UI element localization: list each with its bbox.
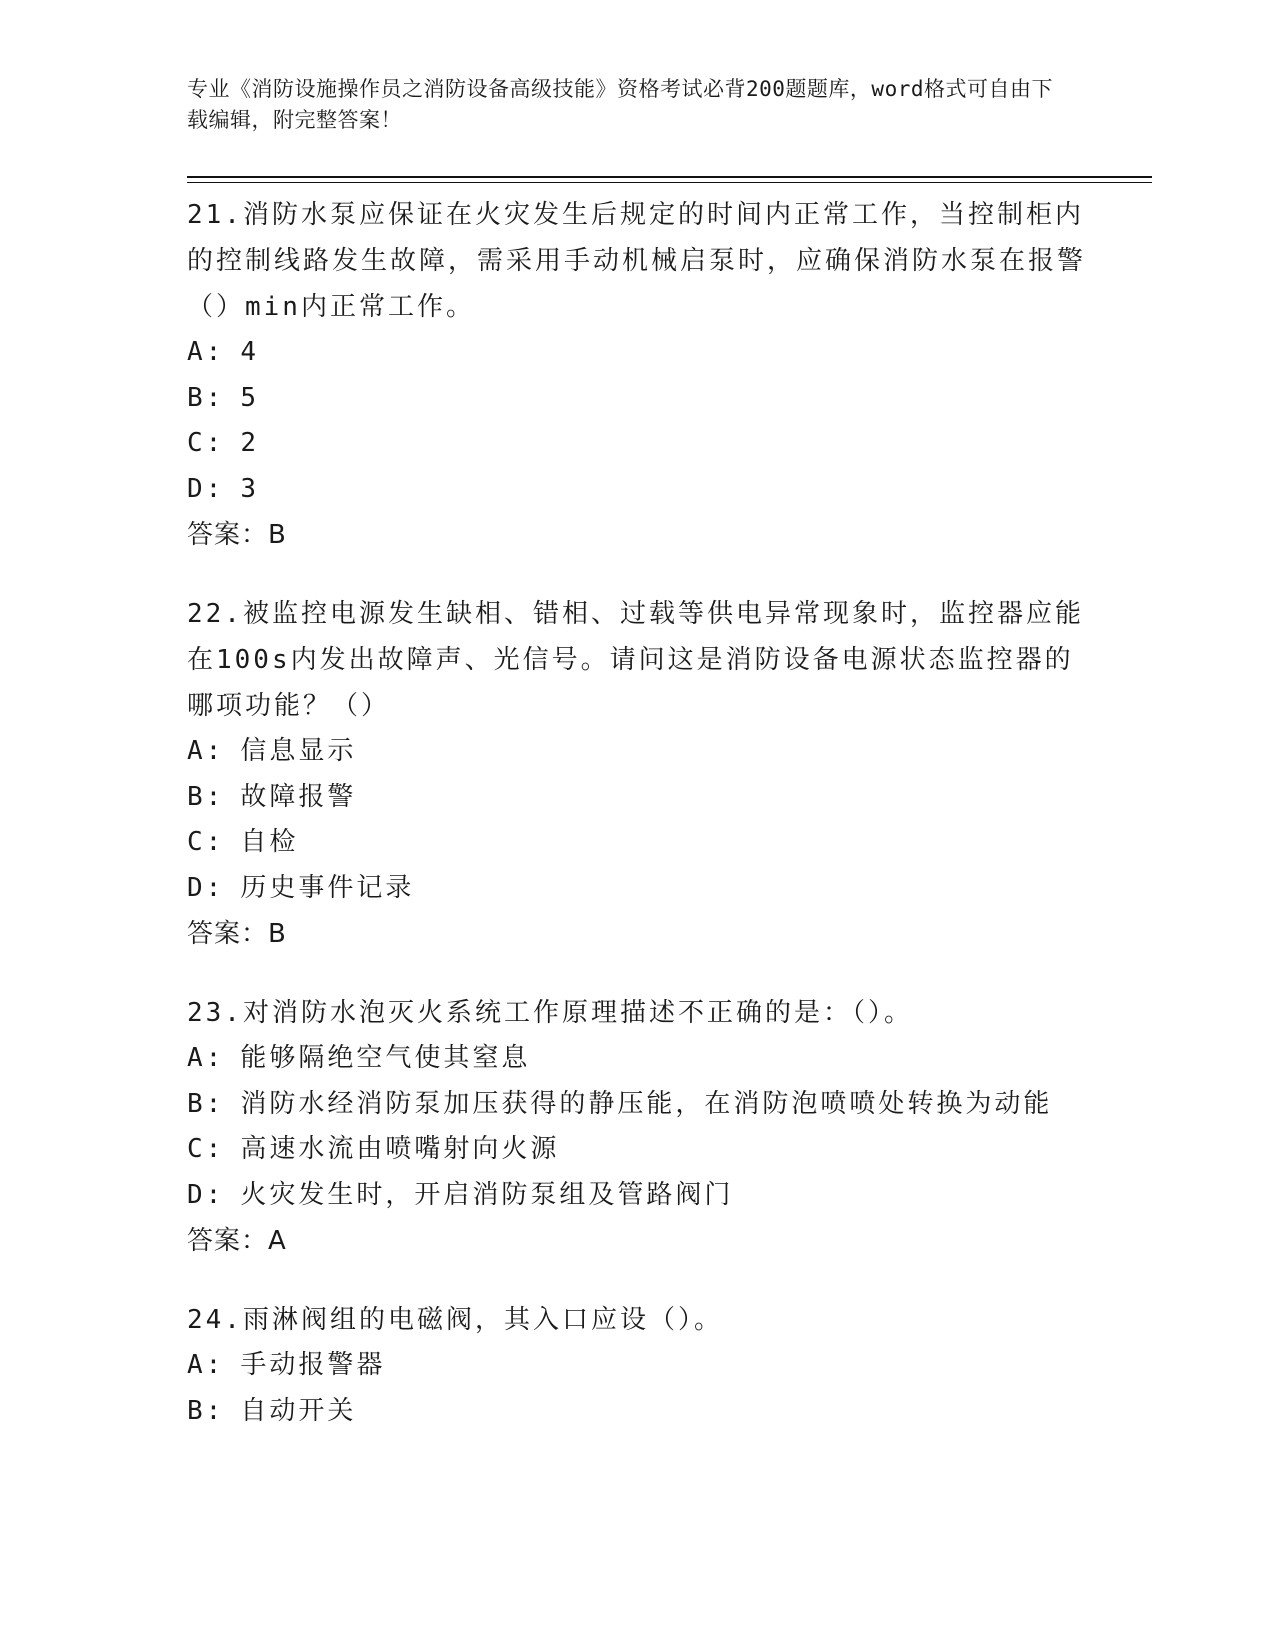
option-b [187, 775, 1087, 821]
option-b [187, 1082, 1087, 1128]
question-23 [187, 990, 1087, 1264]
option-text: 4 [240, 337, 259, 367]
option-a [187, 330, 1087, 376]
option-text: 火灾发生时，开启消防泵组及管路阀门 [240, 1179, 734, 1210]
answer-line: 答案：B [187, 520, 287, 550]
question-list [187, 192, 1087, 1467]
option-key: B: [187, 781, 225, 812]
option-key: B: [187, 382, 225, 413]
option-key: D: [187, 473, 225, 504]
question-stem: 24.雨淋阀组的电磁阀，其入口应设（）。 [187, 1305, 723, 1335]
option-key: D: [187, 872, 225, 903]
question-stem: 23.对消防水泡灭火系统工作原理描述不正确的是：（）。 [187, 998, 913, 1028]
option-b [187, 1389, 1087, 1435]
option-text: 历史事件记录 [240, 872, 415, 903]
option-c [187, 820, 1087, 866]
option-text: 2 [240, 428, 259, 458]
option-text: 3 [240, 473, 259, 504]
option-key: C: [187, 827, 225, 857]
option-text: 信息显示 [240, 736, 357, 766]
document-header: 专业《消防设施操作员之消防设备高级技能》资格考试必背200题题库，word格式可自由下载编辑，附完整答案！ [187, 77, 1053, 132]
question-21 [187, 192, 1087, 558]
option-d [187, 866, 1087, 912]
option-text: 故障报警 [240, 781, 357, 812]
option-c [187, 1127, 1087, 1173]
header-divider-thick [187, 176, 1152, 178]
option-key: A: [187, 1350, 225, 1380]
option-key: D: [187, 1179, 225, 1210]
option-c [187, 421, 1087, 467]
option-key: A: [187, 337, 225, 367]
option-key: C: [187, 1134, 225, 1164]
option-text: 手动报警器 [240, 1350, 386, 1380]
option-key: C: [187, 428, 225, 458]
answer-line: 答案：B [187, 919, 287, 949]
option-text: 自检 [240, 827, 299, 857]
option-key: B: [187, 1088, 225, 1119]
question-24 [187, 1297, 1087, 1434]
option-key: B: [187, 1395, 225, 1426]
option-d [187, 1173, 1087, 1219]
option-text: 消防水经消防泵加压获得的静压能，在消防泡喷喷处转换为动能 [240, 1088, 1053, 1119]
answer-line: 答案：A [187, 1226, 287, 1256]
option-text: 能够隔绝空气使其窒息 [240, 1043, 531, 1073]
question-stem: 22.被监控电源发生缺相、错相、过载等供电异常现象时，监控器应能在100s内发出故障声、光信号。请问这是消防设备电源状态监控器的哪项功能？（） [187, 599, 1084, 721]
option-a [187, 1036, 1087, 1082]
option-a [187, 729, 1087, 775]
question-22 [187, 591, 1087, 957]
header-divider-thin [187, 182, 1152, 183]
option-d [187, 467, 1087, 513]
option-text: 5 [240, 382, 259, 413]
option-text: 自动开关 [240, 1395, 357, 1426]
option-a [187, 1343, 1087, 1389]
question-stem: 21.消防水泵应保证在火灾发生后规定的时间内正常工作，当控制柜内的控制线路发生故障，需采用手动机械启泵时，应确保消防水泵在报警（）min内正常工作。 [187, 200, 1087, 322]
option-key: A: [187, 736, 225, 766]
option-key: A: [187, 1043, 225, 1073]
option-b [187, 376, 1087, 422]
option-text: 高速水流由喷嘴射向火源 [240, 1134, 560, 1164]
